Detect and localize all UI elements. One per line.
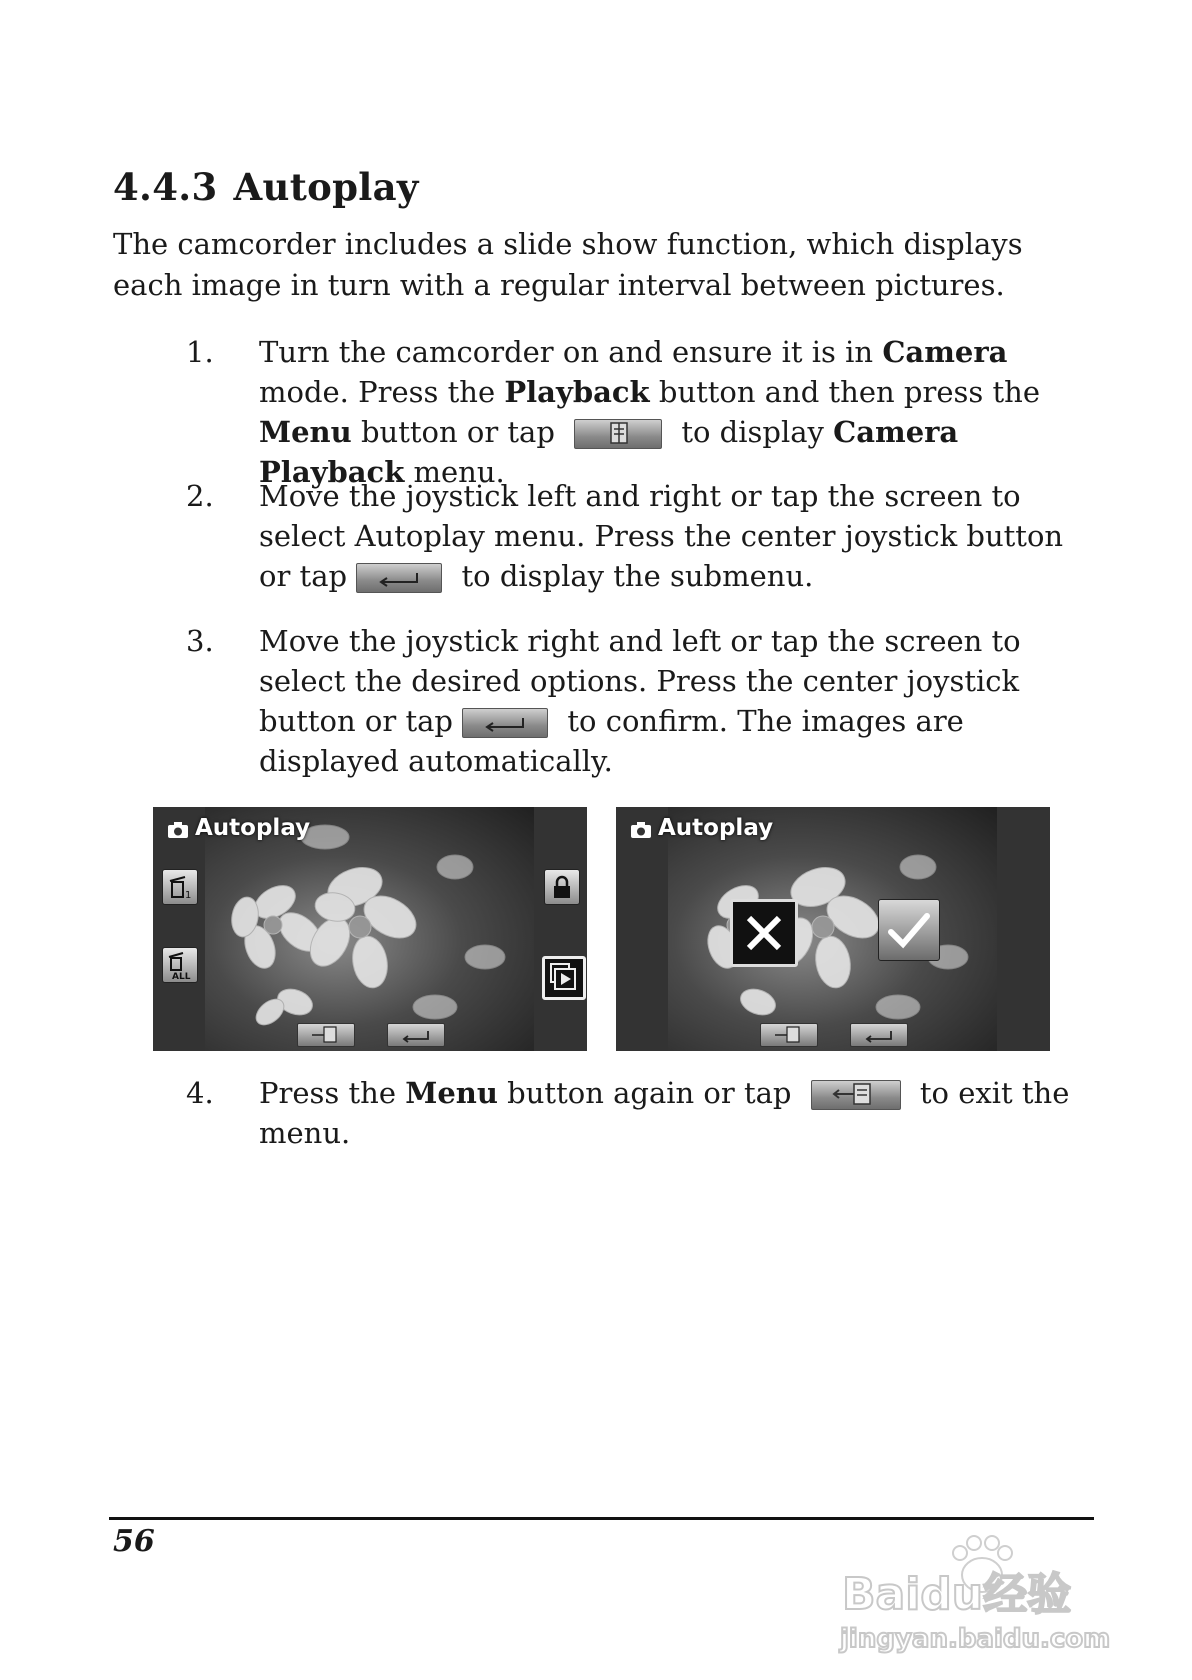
left-toolbar [616, 807, 668, 1051]
camera-mode-icon [630, 821, 652, 839]
left-toolbar [153, 807, 205, 1051]
exit-menu-button[interactable] [760, 1023, 818, 1047]
exit-menu-icon [811, 1080, 901, 1110]
watermark-brand: Baidu经验 [842, 1569, 1072, 1620]
enter-icon [356, 563, 442, 593]
camera-mode-icon [167, 821, 189, 839]
exit-menu-button[interactable] [297, 1023, 355, 1047]
enter-button[interactable] [850, 1023, 908, 1047]
lock-icon[interactable] [544, 869, 580, 905]
step-4-text: Press the Menu button again or tap to exit the menu. [259, 1076, 1070, 1150]
baidu-watermark [832, 1525, 1132, 1655]
autoplay-icon[interactable] [542, 956, 586, 1000]
step-1-number: 1. [186, 335, 214, 369]
step-3-number: 3. [186, 624, 214, 658]
check-icon [879, 900, 939, 960]
step-2-text: Move the joystick left and right or tap the screen to select Autoplay menu. Press the center joystick button or tap to display the submenu. [259, 479, 1064, 593]
delete-all-icon[interactable] [162, 947, 198, 983]
menu-icon [574, 419, 662, 449]
enter-icon [462, 708, 548, 738]
page-number: 56 [113, 1524, 155, 1559]
section-title: Autoplay [233, 165, 419, 209]
watermark-url: jingyan.baidu.com [840, 1624, 1111, 1654]
close-icon [733, 902, 795, 964]
cancel-button[interactable] [730, 899, 798, 967]
section-heading [113, 165, 419, 209]
screen-title: Autoplay [658, 815, 774, 841]
camera-screen-autoplay-confirm [616, 807, 1050, 1051]
intro-paragraph: The camcorder includes a slide show function, which displays each image in turn with a regular interval between pictures. [113, 227, 1023, 302]
screen-title: Autoplay [195, 815, 311, 841]
confirm-button[interactable] [878, 899, 940, 961]
svg-text:1: 1 [185, 890, 192, 901]
section-number: 4.4.3 [113, 165, 218, 209]
flower-photo [205, 807, 534, 1051]
delete-one-icon[interactable] [162, 869, 198, 905]
svg-text:ALL: ALL [172, 972, 191, 982]
right-toolbar [534, 807, 587, 1051]
enter-button[interactable] [387, 1023, 445, 1047]
step-3-text: Move the joystick right and left or tap the screen to select the desired options. Press the center joystick button or tap to confirm. The images are displayed automatically. [259, 624, 1021, 778]
step-4-number: 4. [186, 1076, 214, 1110]
step-2-number: 2. [186, 479, 214, 513]
right-toolbar [997, 807, 1050, 1051]
flower-photo [668, 807, 997, 1051]
camera-screen-autoplay-menu [153, 807, 587, 1051]
footer-rule [109, 1517, 1094, 1520]
step-1-text: Turn the camcorder on and ensure it is in Camera mode. Press the Playback button and then press the Menu button or tap to display Camera Playback menu. [259, 335, 1040, 489]
